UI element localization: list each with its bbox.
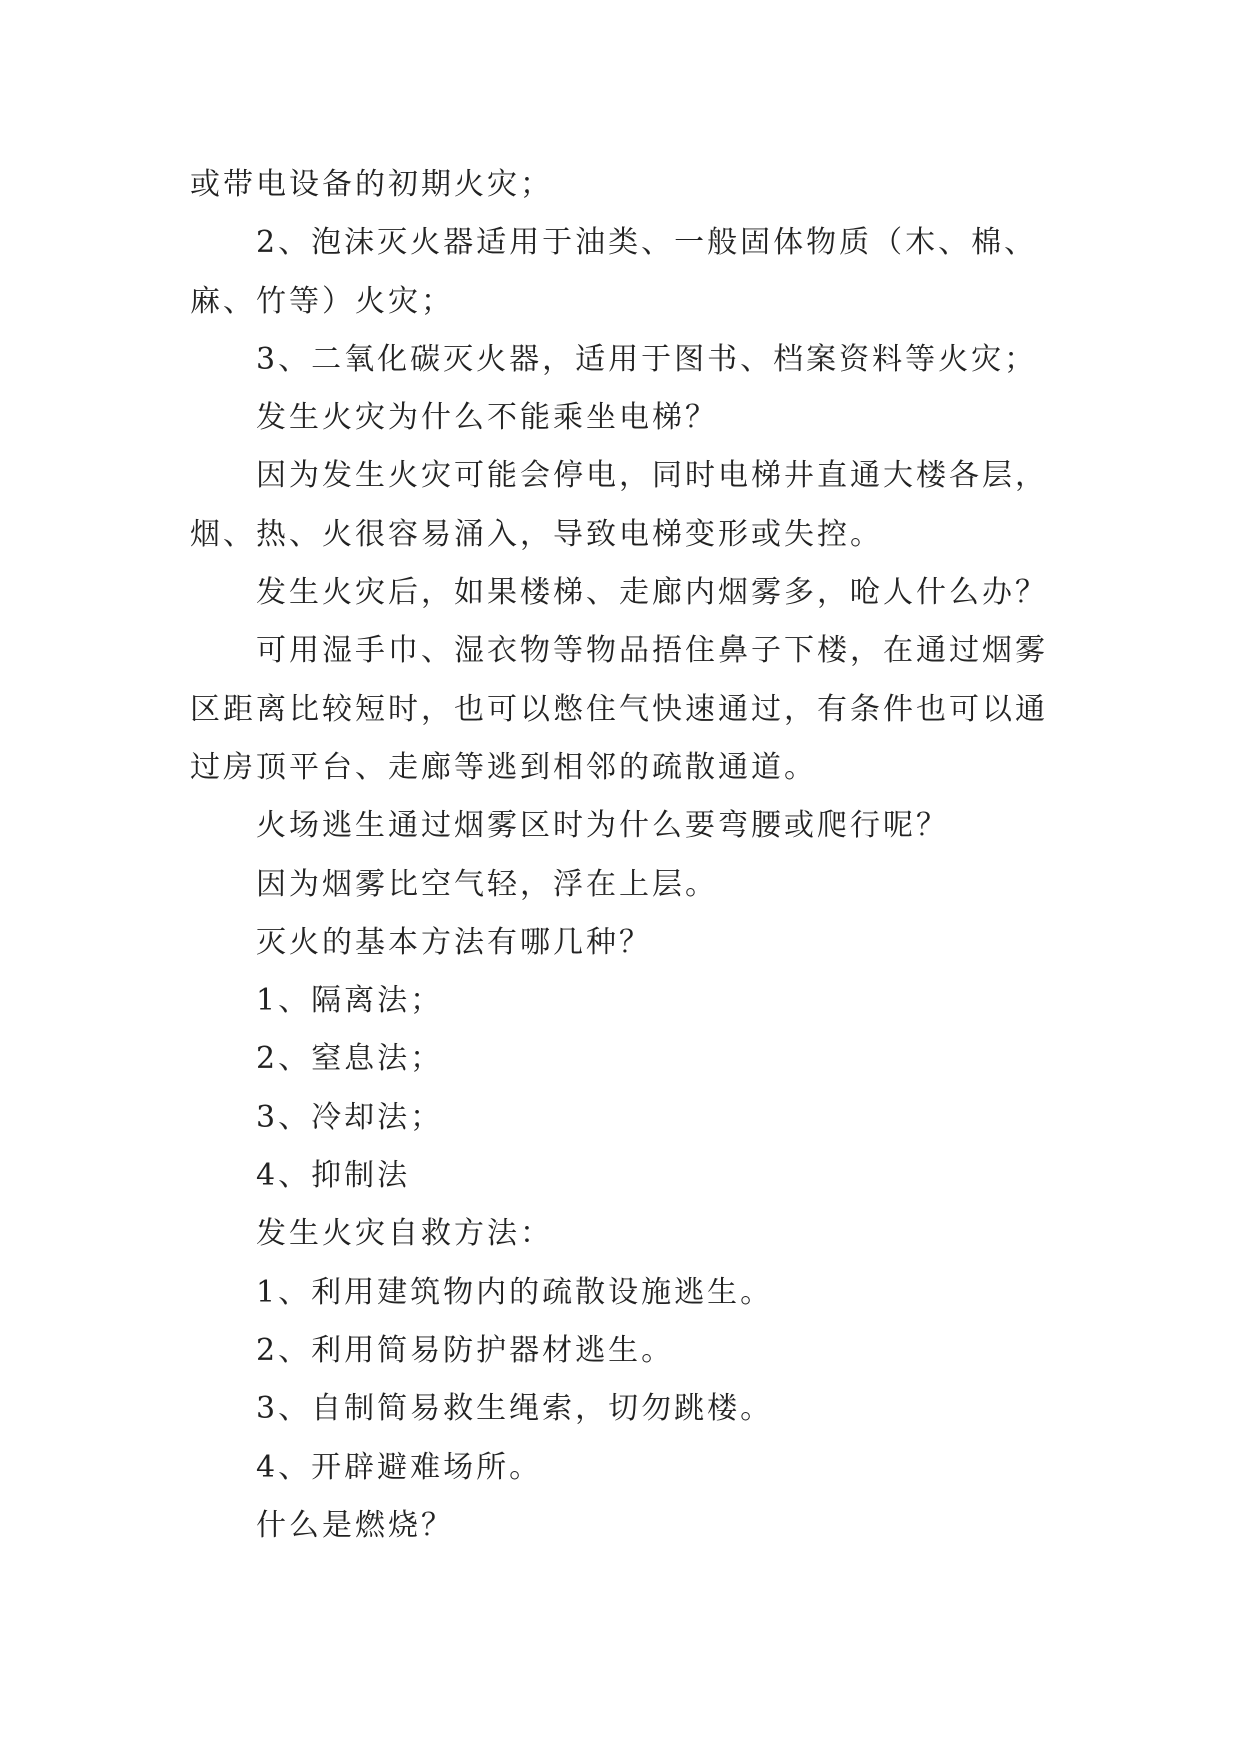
list-item: 3、冷却法； (256, 1099, 444, 1135)
paragraph-line: 因为烟雾比空气轻，浮在上层。 (256, 866, 718, 902)
paragraph-heading: 发生火灾后，如果楼梯、走廊内烟雾多，呛人什么办？ (256, 575, 1048, 611)
list-item: 1、利用建筑物内的疏散设施逃生。 (256, 1274, 774, 1310)
paragraph-heading: 发生火灾自救方法： (256, 1216, 553, 1252)
list-item: 2、窒息法； (256, 1041, 444, 1077)
paragraph-line: 或带电设备的初期火灾； (190, 167, 553, 202)
paragraph-heading: 发生火灾为什么不能乘坐电梯？ (256, 400, 718, 436)
list-item: 3、自制简易救生绳索，切勿跳楼。 (256, 1391, 774, 1427)
list-item: 1、隔离法； (256, 983, 444, 1019)
paragraph-heading: 灭火的基本方法有哪几种？ (256, 924, 652, 960)
list-item: 4、抑制法 (256, 1158, 411, 1194)
document-body (190, 156, 1052, 1555)
list-item: 2、利用简易防护器材逃生。 (256, 1332, 675, 1368)
list-item: 4、开辟避难场所。 (256, 1449, 543, 1485)
paragraph-line: 3、二氧化碳灭火器，适用于图书、档案资料等火灾； (256, 341, 1038, 377)
paragraph-line: 可用湿手巾、湿衣物等物品捂住鼻子下楼，在通过烟雾区距离比较短时，也可以憋住气快速通过，有条件也可以通过房顶平台、走廊等逃到相邻的疏散通道。 (190, 633, 1048, 785)
paragraph-line: 因为发生火灾可能会停电，同时电梯井直通大楼各层，烟、热、火很容易涌入，导致电梯变形或失控。 (190, 458, 1048, 552)
paragraph-heading: 火场逃生通过烟雾区时为什么要弯腰或爬行呢？ (256, 808, 949, 844)
paragraph-heading: 什么是燃烧？ (256, 1507, 454, 1543)
paragraph-line: 2、泡沫灭火器适用于油类、一般固体物质（木、棉、麻、竹等）火灾； (190, 225, 1038, 319)
